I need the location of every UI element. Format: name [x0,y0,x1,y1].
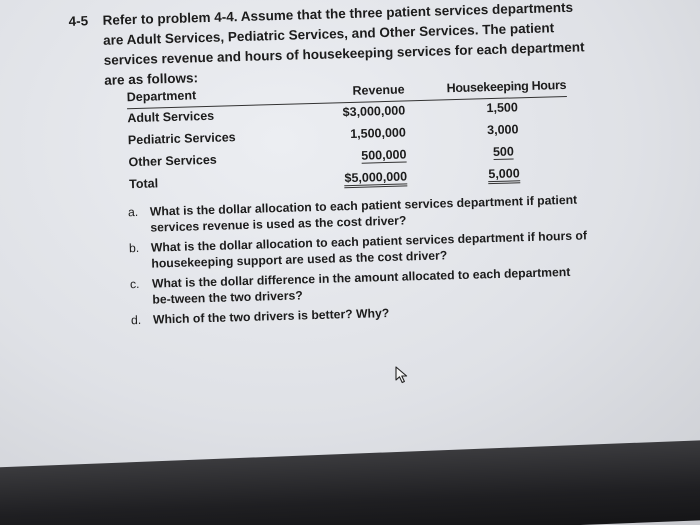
question-label: d. [130,312,142,328]
row-revenue: 1,500,000 [350,125,407,142]
total-label: Total [128,176,159,192]
question-text: Which of the two drivers is better? Why? [152,305,390,327]
question-label: a. [127,204,139,220]
row-department: Other Services [128,152,217,170]
question-text: What is the dollar allocation to each patient services department if hours of housekeeping support are used as the cost driver? [150,228,588,271]
total-hours [449,165,559,182]
row-revenue: $3,000,000 [342,103,406,120]
row-hours: 1,500 [486,100,519,116]
row-revenue [328,147,406,163]
data-table [126,76,569,197]
row-department: Adult Services [127,108,215,126]
total-revenue-value: $5,000,000 [344,169,407,188]
textbook-page [62,0,673,420]
row-revenue-value: 500,000 [361,147,407,163]
row-hours-value: 500 [492,144,515,160]
problem-number: 4-5 [68,13,89,29]
header-department: Department [126,88,197,105]
question-text: What is the dollar allocation to each patient services department if patient services revenue is used as the cost driver? [149,192,578,235]
row-hours: 3,000 [486,122,519,138]
total-revenue [329,169,407,185]
question-text: What is the dollar difference in the amount allocated to each department be-tween the two drivers? [151,264,571,307]
question-list [118,191,591,332]
question-label: b. [128,240,140,256]
header-revenue: Revenue [352,82,405,98]
question-label: c. [129,276,140,292]
header-hours: Housekeeping Hours [446,77,567,96]
row-hours [448,143,558,160]
total-hours-value: 5,000 [488,166,520,184]
mouse-pointer-icon [394,366,410,384]
row-department: Pediatric Services [127,130,236,148]
problem-text: Refer to problem 4-4. Assume that the three patient services departments are Adult Services, Pediatric Services, and Other Services. The patient services revenue and hours of housekeeping services for each department are as follows: [102,0,585,88]
